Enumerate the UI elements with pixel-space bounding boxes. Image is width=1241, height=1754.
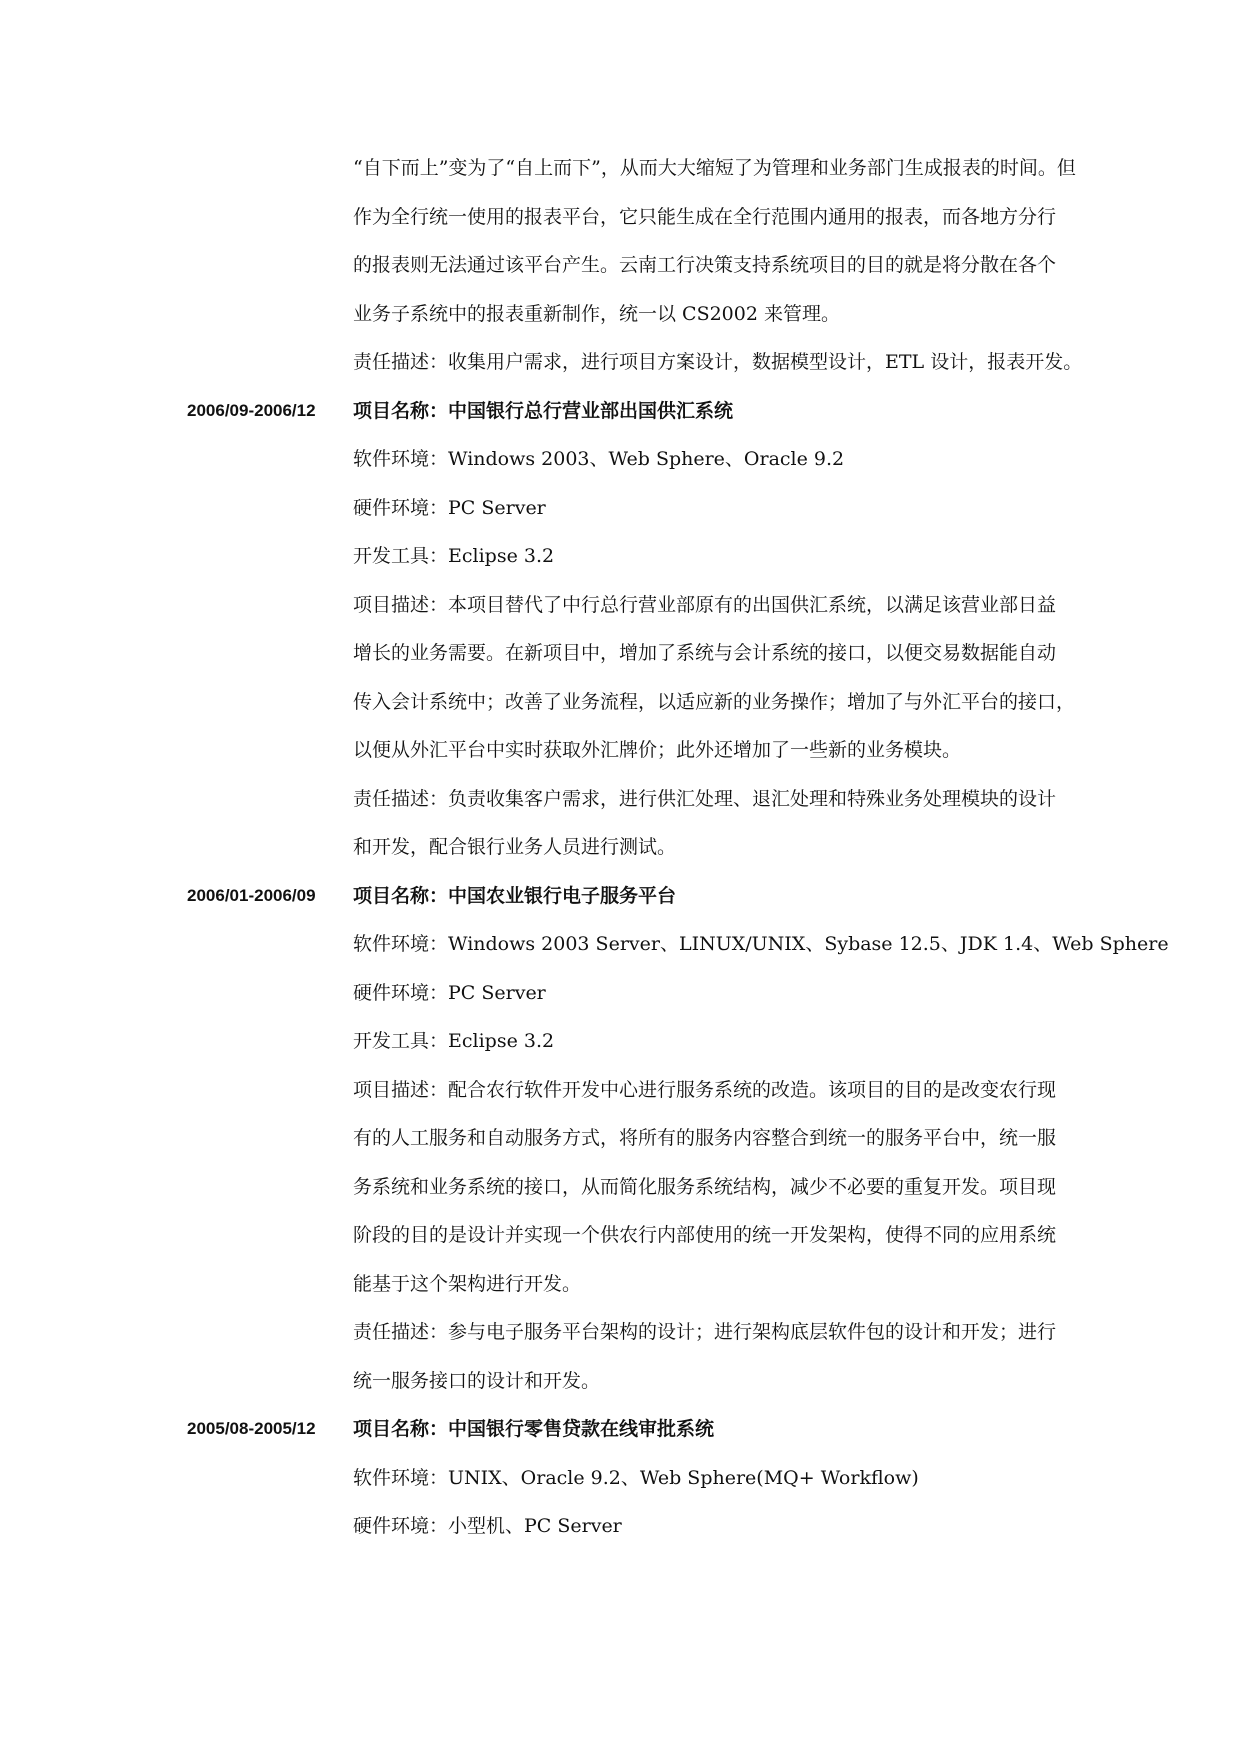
responsibility-line: 责任描述：参与电子服务平台架构的设计；进行架构底层软件包的设计和开发；进行 bbox=[353, 1321, 1057, 1343]
responsibility-line: 责任描述：收集用户需求，进行项目方案设计，数据模型设计，ETL 设计，报表开发。 bbox=[353, 351, 1083, 373]
development-tool: 开发工具：Eclipse 3.2 bbox=[353, 1030, 555, 1052]
project-description-line: 增长的业务需要。在新项目中，增加了系统与会计系统的接口，以便交易数据能自动 bbox=[353, 642, 1057, 664]
project-date: 2006/09-2006/12 bbox=[187, 400, 316, 420]
project-title: 项目名称：中国农业银行电子服务平台 bbox=[353, 884, 677, 907]
software-environment: 软件环境：UNIX、Oracle 9.2、Web Sphere(MQ+ Workflow) bbox=[353, 1466, 919, 1489]
text-line: 业务子系统中的报表重新制作，统一以 CS2002 来管理。 bbox=[353, 302, 840, 325]
software-environment: 软件环境：Windows 2003 Server、LINUX/UNIX、Sybase 12.5、JDK 1.4、Web Sphere bbox=[353, 933, 1169, 955]
project-description-line: 能基于这个架构进行开发。 bbox=[353, 1272, 582, 1295]
project-header bbox=[187, 884, 1067, 933]
project-description-line: 传入会计系统中；改善了业务流程，以适应新的业务操作；增加了与外汇平台的接口， bbox=[353, 690, 1076, 713]
hardware-environment: 硬件环境：PC Server bbox=[353, 981, 546, 1004]
project-title: 项目名称：中国银行总行营业部出国供汇系统 bbox=[353, 399, 734, 422]
text-line: 作为全行统一使用的报表平台，它只能生成在全行范围内通用的报表，而各地方分行 bbox=[353, 205, 1057, 228]
project-description-line: 以便从外汇平台中实时获取外汇牌价；此外还增加了一些新的业务模块。 bbox=[353, 739, 962, 761]
responsibility-line: 责任描述：负责收集客户需求，进行供汇处理、退汇处理和特殊业务处理模块的设计 bbox=[353, 787, 1057, 810]
software-environment: 软件环境：Windows 2003、Web Sphere、Oracle 9.2 bbox=[353, 448, 845, 470]
hardware-environment: 硬件环境：PC Server bbox=[353, 496, 546, 519]
development-tool: 开发工具：Eclipse 3.2 bbox=[353, 545, 555, 567]
resume-content bbox=[187, 156, 1169, 1563]
project-date: 2005/08-2005/12 bbox=[187, 1419, 316, 1438]
project-header bbox=[187, 1417, 1067, 1466]
project-description-line: 务系统和业务系统的接口，从而简化服务系统结构，减少不必要的重复开发。项目现 bbox=[353, 1175, 1057, 1198]
project-title: 项目名称：中国银行零售贷款在线审批系统 bbox=[353, 1418, 715, 1440]
text-line: “自下而上”变为了“自上而下”，从而大大缩短了为管理和业务部门生成报表的时间。但 bbox=[353, 157, 1076, 179]
project-description-line: 项目描述：本项目替代了中行总行营业部原有的出国供汇系统，以满足该营业部日益 bbox=[353, 593, 1057, 616]
project-description-line: 阶段的目的是设计并实现一个供农行内部使用的统一开发架构，使得不同的应用系统 bbox=[353, 1224, 1057, 1246]
project-description-line: 有的人工服务和自动服务方式，将所有的服务内容整合到统一的服务平台中，统一服 bbox=[353, 1127, 1057, 1149]
hardware-environment: 硬件环境：小型机、PC Server bbox=[353, 1515, 622, 1537]
responsibility-line: 和开发，配合银行业务人员进行测试。 bbox=[353, 836, 677, 858]
project-date: 2006/01-2006/09 bbox=[187, 885, 316, 905]
text-line: 的报表则无法通过该平台产生。云南工行决策支持系统项目的目的就是将分散在各个 bbox=[353, 254, 1057, 276]
project-header bbox=[187, 399, 1067, 448]
responsibility-line: 统一服务接口的设计和开发。 bbox=[353, 1369, 601, 1392]
project-description-line: 项目描述：配合农行软件开发中心进行服务系统的改造。该项目的目的是改变农行现 bbox=[353, 1078, 1057, 1101]
